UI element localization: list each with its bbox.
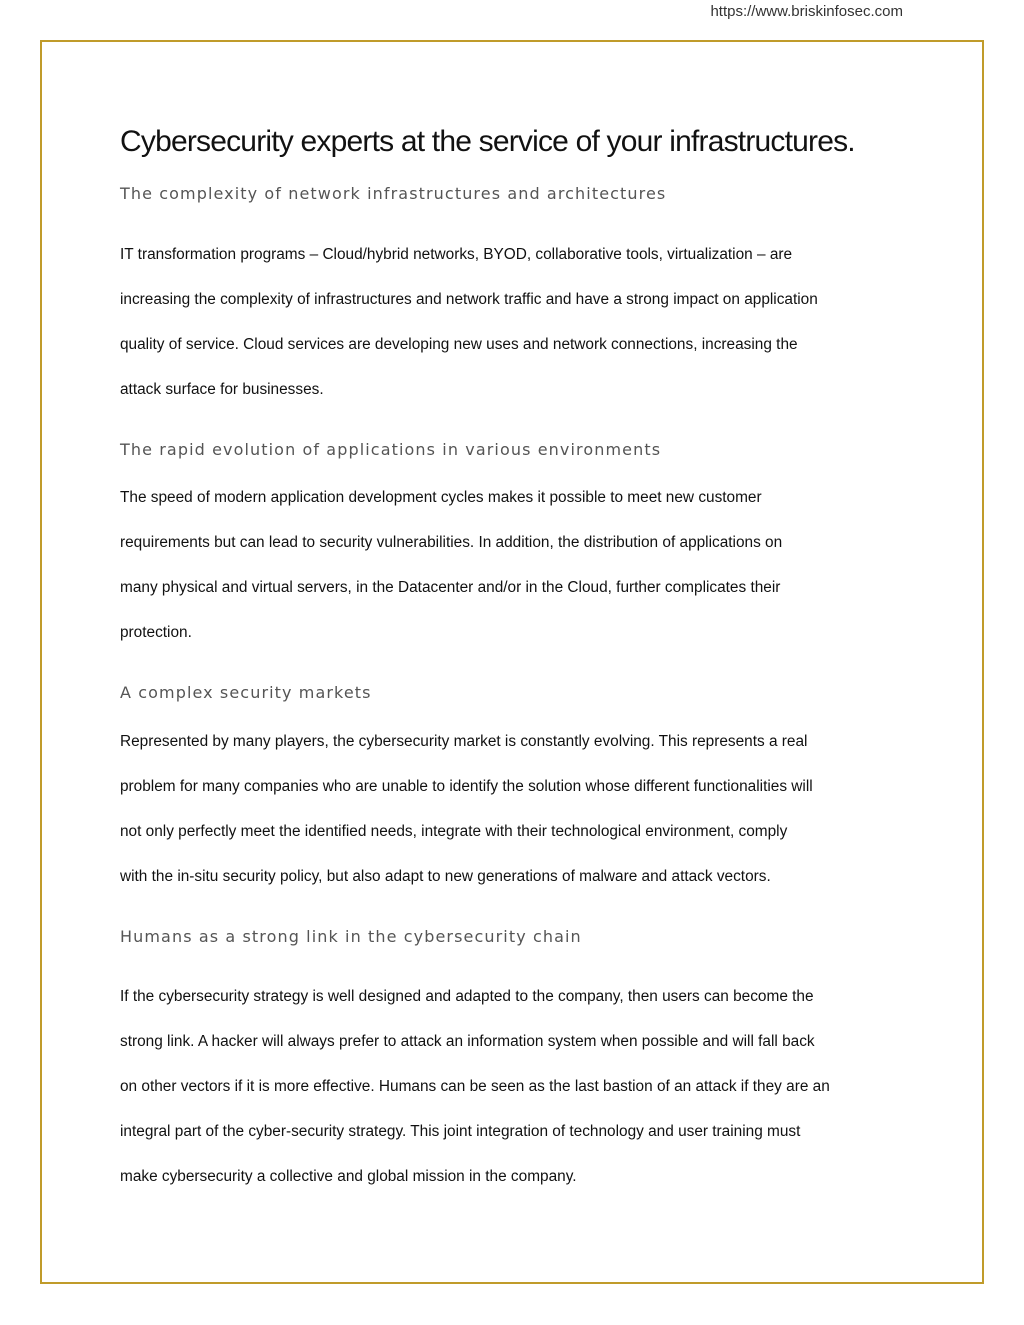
paragraph-line: IT transformation programs – Cloud/hybrid networks, BYOD, collaborative tools, virtualization – are [120,246,793,263]
paragraph-line: on other vectors if it is more effective. Humans can be seen as the last bastion of an attack if they are an [120,1078,830,1095]
paragraph-line: attack surface for businesses. [120,381,324,398]
paragraph-line: increasing the complexity of infrastructures and network traffic and have a strong impact on application [120,291,818,308]
paragraph-line: strong link. A hacker will always prefer to attack an information system when possible and will fall back [120,1033,815,1050]
paragraph-line: requirements but can lead to security vulnerabilities. In addition, the distribution of applications on [120,534,783,551]
paragraph-line: not only perfectly meet the identified needs, integrate with their technological environment, comply [120,823,788,840]
section-heading-humans-strong-link: Humans as a strong link in the cybersecurity chain [120,927,582,946]
paragraph-line: with the in-situ security policy, but also adapt to new generations of malware and attack vectors. [120,868,771,885]
paragraph-line: integral part of the cyber-security strategy. This joint integration of technology and user training must [120,1123,801,1140]
paragraph-line: quality of service. Cloud services are developing new uses and network connections, increasing the [120,336,798,353]
site-url-link[interactable]: https://www.briskinfosec.com [710,3,903,20]
document-title: Cybersecurity experts at the service of your infrastructures. [120,125,855,158]
section-heading-security-markets: A complex security markets [120,683,372,702]
paragraph-line: Represented by many players, the cybersecurity market is constantly evolving. This represents a real [120,733,808,750]
paragraph-line: many physical and virtual servers, in the Datacenter and/or in the Cloud, further complicates their [120,579,781,596]
section-heading-infrastructure-complexity: The complexity of network infrastructures and architectures [120,184,667,203]
paragraph-line: protection. [120,624,192,641]
paragraph-line: The speed of modern application development cycles makes it possible to meet new customer [120,489,762,506]
section-heading-application-evolution: The rapid evolution of applications in various environments [120,440,662,459]
paragraph-line: make cybersecurity a collective and global mission in the company. [120,1168,577,1185]
page-frame [40,40,984,1284]
paragraph-line: If the cybersecurity strategy is well designed and adapted to the company, then users can become the [120,988,814,1005]
paragraph-line: problem for many companies who are unable to identify the solution whose different functionalities will [120,778,813,795]
